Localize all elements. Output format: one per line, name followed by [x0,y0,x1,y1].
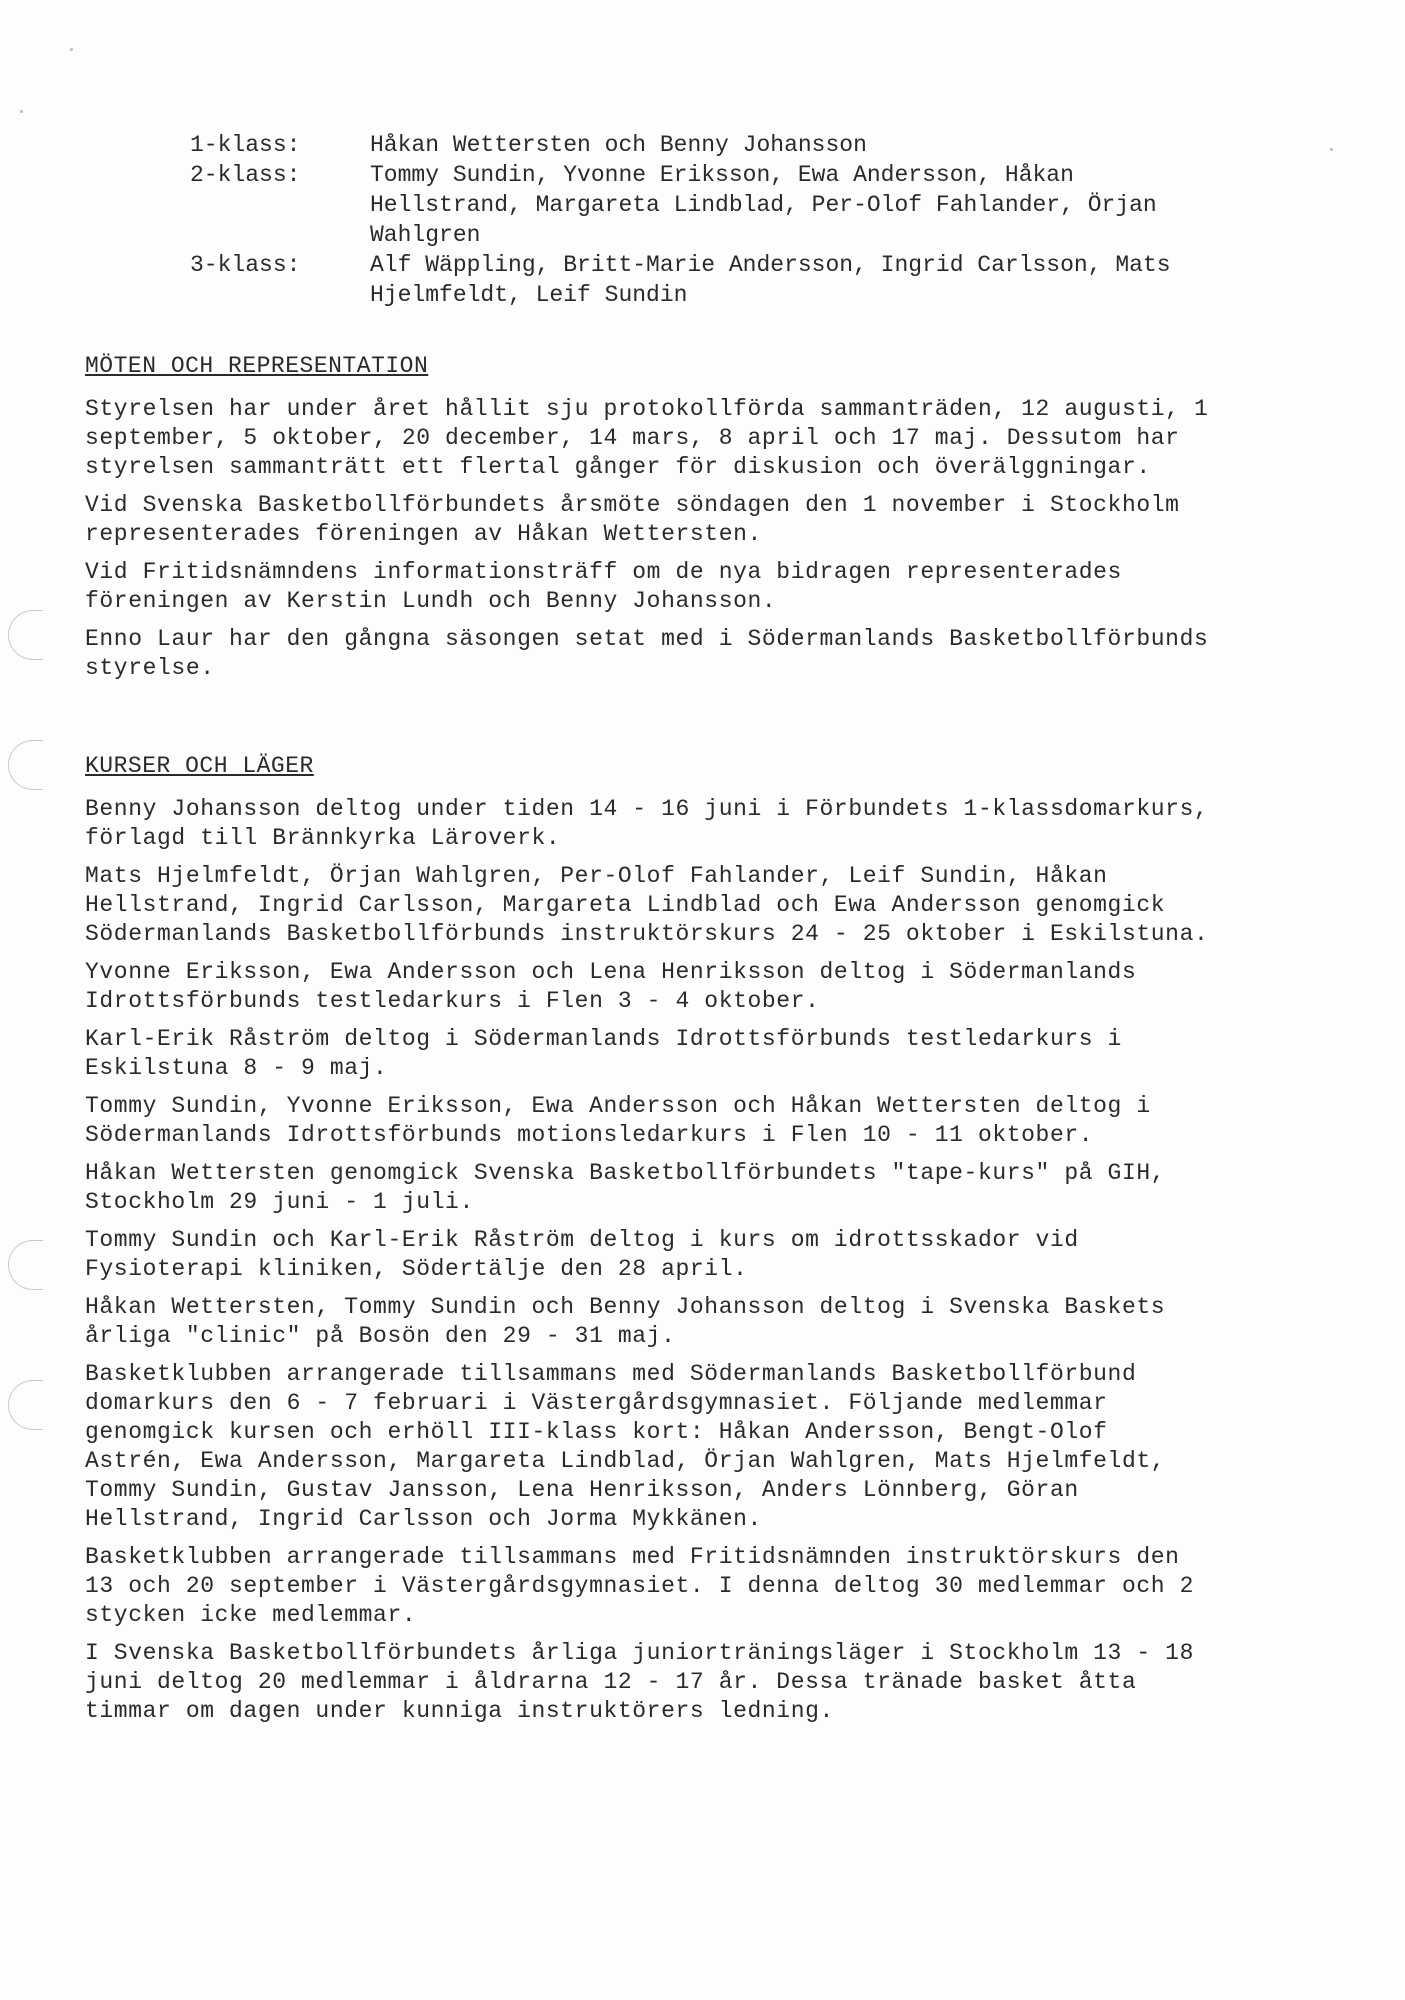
paragraph: Enno Laur har den gångna säsongen setat med i Södermanlands Basketbollförbunds styrelse. [85,626,1209,681]
paragraph: Tommy Sundin och Karl-Erik Råström deltog i kurs om idrottsskador vid Fysioterapi kliniken, Södertälje den 28 april. [85,1227,1079,1282]
class-roster [190,130,1230,310]
section-heading: KURSER OCH LÄGER [85,753,314,779]
class-names: Alf Wäppling, Britt-Marie Andersson, Ingrid Carlsson, Mats Hjelmfeldt, Leif Sundin [370,252,1171,308]
meetings-section [85,352,1215,692]
roster-row [190,130,1230,160]
class-label: 1-klass: [190,132,301,158]
paragraph: Basketklubben arrangerade tillsammans med Fritidsnämnden instruktörskurs den 13 och 20 september i Västergårdsgymnasiet. I denna deltog 30 medlemmar och 2 stycken icke medlemmar. [85,1544,1194,1628]
courses-section [85,752,1215,1735]
paragraph: Vid Svenska Basketbollförbundets årsmöte söndagen den 1 november i Stockholm representerades föreningen av Håkan Wettersten. [85,492,1180,547]
paragraph: Håkan Wettersten, Tommy Sundin och Benny Johansson deltog i Svenska Baskets årliga "clinic" på Bosön den 29 - 31 maj. [85,1294,1166,1349]
roster-row [190,160,1230,250]
scan-speck [1330,148,1333,151]
punch-hole-mark [8,610,43,660]
paragraph: Mats Hjelmfeldt, Örjan Wahlgren, Per-Olof Fahlander, Leif Sundin, Håkan Hellstrand, Ingrid Carlsson, Margareta Lindblad och Ewa Andersson genomgick Södermanlands Basketbollförbunds instruktörskurs 24 - 25 oktober i Eskilstuna. [85,863,1209,947]
class-names: Tommy Sundin, Yvonne Eriksson, Ewa Andersson, Håkan Hellstrand, Margareta Lindblad, Per-Olof Fahlander, Örjan Wahlgren [370,162,1157,248]
paragraph: Basketklubben arrangerade tillsammans med Södermanlands Basketbollförbund domarkurs den 6 - 7 februari i Västergårdsgymnasiet. Följande medlemmar genomgick kursen och erhöll III-klass kort: Håkan Andersson, Bengt-Olof Astrén, Ewa Andersson, Margareta Lindblad, Örjan Wahlgren, Mats Hjelmfeldt, Tommy Sundin, Gustav Jansson, Lena Henriksson, Anders Lönnberg, Göran Hellstrand, Ingrid Carlsson och Jorma Mykkänen. [85,1361,1166,1532]
paragraph: Tommy Sundin, Yvonne Eriksson, Ewa Andersson och Håkan Wettersten deltog i Södermanlands Idrottsförbunds motionsledarkurs i Flen 10 - 11 oktober. [85,1093,1151,1148]
scan-speck [70,48,73,51]
paragraph: Yvonne Eriksson, Ewa Andersson och Lena Henriksson deltog i Södermanlands Idrottsförbunds testledarkurs i Flen 3 - 4 oktober. [85,959,1137,1014]
punch-hole-mark [8,1240,43,1290]
paragraph: I Svenska Basketbollförbundets årliga juniorträningsläger i Stockholm 13 - 18 juni deltog 20 medlemmar i åldrarna 12 - 17 år. Dessa tränade basket åtta timmar om dagen under kunniga instruktörers ledning. [85,1640,1194,1724]
paragraph: Styrelsen har under året hållit sju protokollförda sammanträden, 12 augusti, 1 september, 5 oktober, 20 december, 14 mars, 8 april och 17 maj. Dessutom har styrelsen sammanträtt ett flertal gånger för diskusion och överälggningar. [85,396,1209,480]
punch-hole-mark [8,1380,43,1430]
punch-hole-mark [8,740,43,790]
scan-speck [20,110,23,113]
roster-row [190,250,1230,310]
paragraph: Karl-Erik Råström deltog i Södermanlands Idrottsförbunds testledarkurs i Eskilstuna 8 - 9 maj. [85,1026,1122,1081]
class-names: Håkan Wettersten och Benny Johansson [370,132,867,158]
paragraph: Benny Johansson deltog under tiden 14 - 16 juni i Förbundets 1-klassdomarkurs, förlagd till Brännkyrka Läroverk. [85,796,1209,851]
paragraph: Vid Fritidsnämndens informationsträff om de nya bidragen representerades föreningen av Kerstin Lundh och Benny Johansson. [85,559,1122,614]
class-label: 3-klass: [190,252,301,278]
paragraph: Håkan Wettersten genomgick Svenska Basketbollförbundets "tape-kurs" på GIH, Stockholm 29 juni - 1 juli. [85,1160,1166,1215]
section-heading: MÖTEN OCH REPRESENTATION [85,353,429,379]
class-label: 2-klass: [190,162,301,188]
